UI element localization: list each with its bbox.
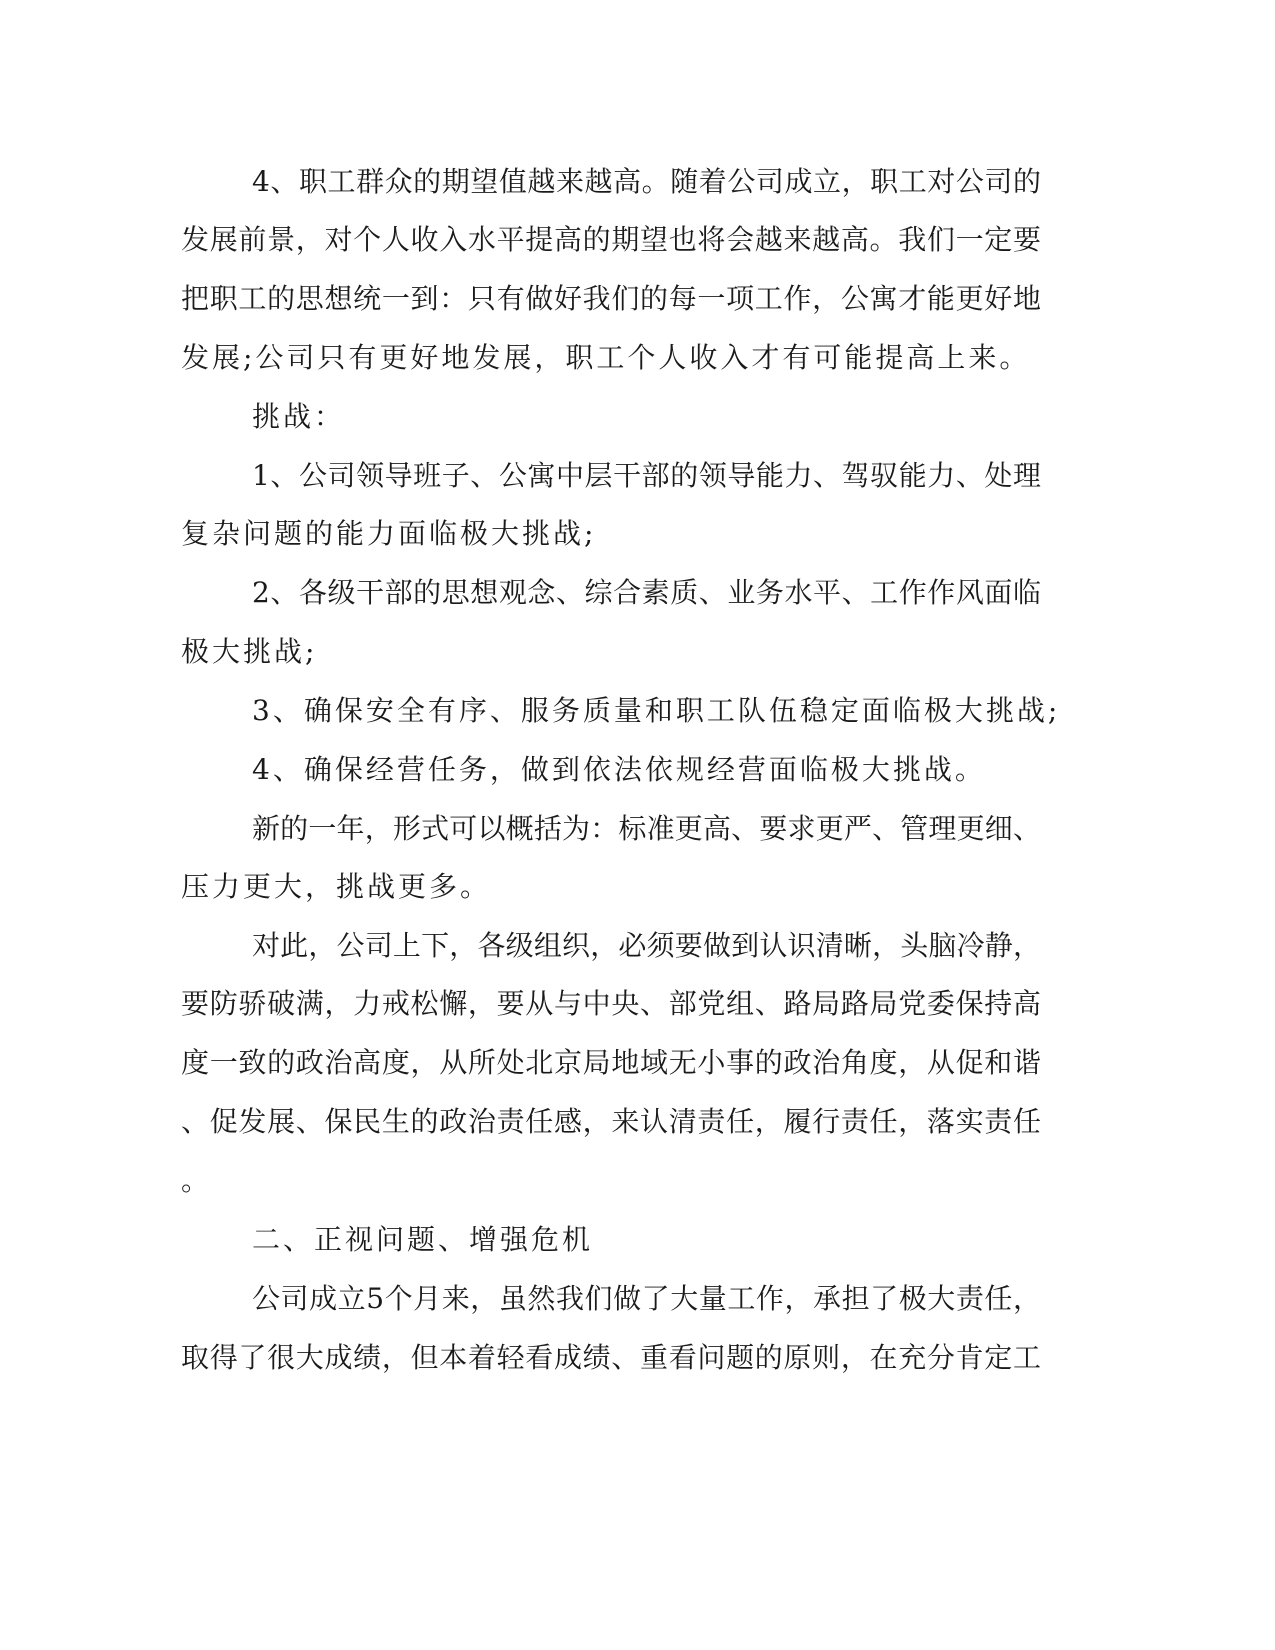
section-heading: 挑战： [252, 400, 346, 433]
paragraph-line: 。 [181, 1164, 213, 1197]
list-item: 1、公司领导班子、公寓中层干部的领导能力、驾驭能力、处理 [252, 459, 1041, 492]
paragraph-line: 压力更大，挑战更多。 [181, 870, 492, 903]
paragraph-line: 要防骄破满，力戒松懈，要从与中央、部党组、路局路局党委保持高 [181, 987, 1041, 1020]
paragraph-line: 发展前景，对个人收入水平提高的期望也将会越来越高。我们一定要 [181, 223, 1041, 256]
paragraph-line: 、促发展、保民生的政治责任感，来认清责任，履行责任，落实责任 [181, 1105, 1041, 1138]
paragraph-line: 4、职工群众的期望值越来越高。随着公司成立，职工对公司的 [252, 165, 1041, 198]
paragraph-line: 公司成立5个月来，虽然我们做了大量工作，承担了极大责任， [252, 1282, 1041, 1315]
list-item: 2、各级干部的思想观念、综合素质、业务水平、工作作风面临 [252, 576, 1041, 609]
list-item: 3、确保安全有序、服务质量和职工队伍稳定面临极大挑战; [252, 694, 1061, 727]
list-item-continuation: 复杂问题的能力面临极大挑战; [181, 517, 597, 550]
paragraph-line: 度一致的政治高度，从所处北京局地域无小事的政治角度，从促和谐 [181, 1046, 1041, 1079]
list-item: 4、确保经营任务，做到依法依规经营面临极大挑战。 [252, 753, 986, 786]
paragraph-line: 把职工的思想统一到：只有做好我们的每一项工作，公寓才能更好地 [181, 282, 1041, 315]
section-heading: 二、正视问题、增强危机 [252, 1223, 594, 1256]
paragraph-line: 取得了很大成绩，但本着轻看成绩、重看问题的原则，在充分肯定工 [181, 1341, 1041, 1374]
list-item-continuation: 极大挑战; [181, 635, 318, 668]
paragraph-line: 发展;公司只有更好地发展，职工个人收入才有可能提高上来。 [181, 341, 1031, 374]
paragraph-line: 对此，公司上下，各级组织，必须要做到认识清晰，头脑冷静， [252, 929, 1041, 962]
paragraph-line: 新的一年，形式可以概括为：标准更高、要求更严、管理更细、 [252, 812, 1041, 845]
